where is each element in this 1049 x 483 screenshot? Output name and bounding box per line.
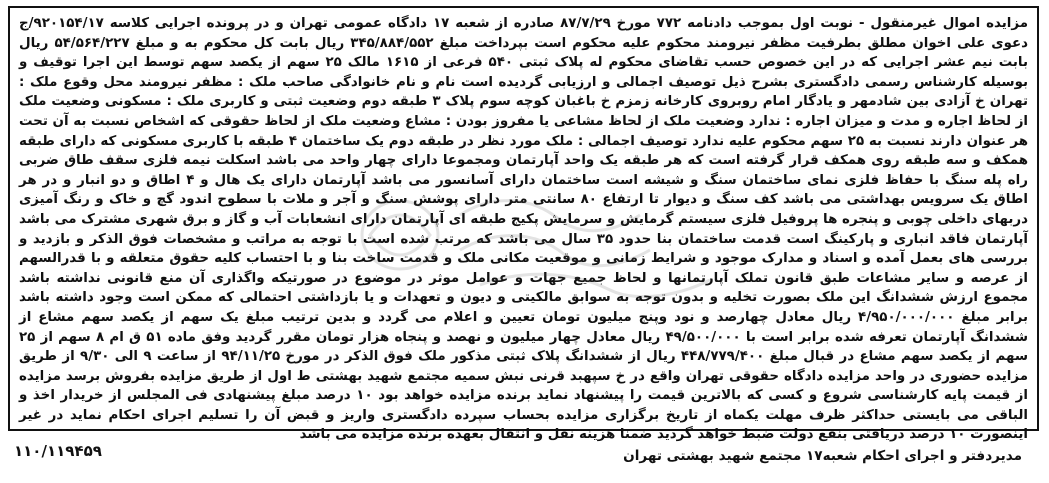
notice-signature: مدیردفتر و اجرای احکام شعبه۱۷ مجتمع شهید بهشتی تهران — [623, 448, 1022, 465]
auction-notice-text: مزایده اموال غیرمنقول - نوبت اول بموجب دادنامه ۷۷۲ مورخ ۸۷/۷/۲۹ صادره از شعبه ۱۷ دادگاه عمومی تهران و در پرونده اجرایی کلاسه ۹۲۰۱۵۴/۱۷/ج دعوی علی اخوان مطلق بطرفیت مظفر نیرومند محکوم علیه محکوم است بپرداخت مبلغ ۳۴۵/۸۸۴/۵۵۲ ریال بابت کل محکوم به و مبلغ ۵۴/۵۶۴/۲۲۷ ریال بابت نیم عشر اجرایی که در این خصوص حسب تقاضای محکوم له پلاک ثبتی ۵۴۰ فرعی از ۱۶۱۵ مالک ۲۵ سهم از یکصد سهم توسط این اجرا توقیف و بوسیله کارشناس رسمی دادگستری بشرح ذیل توصیف اجمالی و ارزیابی گردیده است نام و نام خانوادگی صاحب ملک : مظفر نیرومند محل وقوع ملک : تهران خ آزادی بین شادمهر و یادگار امام روبروی کارخانه زمزم خ باغبان کوچه سوم پلاک ۳ طبقه دوم وضعیت ثبتی و کاربری ملک : مسکونی وضعیت ملک از لحاظ اجاره و مدت و میزان اجاره : ندارد وضعیت ملک از لحاظ مشاعی یا مفروز بودن : مشاع وضعیت ملک از لحاظ حقوقی که اشخاص نسبت به آن تحت هر عنوان دارند نسبت به ۲۵ سهم محکوم علیه ندارد توصیف اجمالی : ملک مورد نظر در طبقه دوم یک ساختمان ۴ طبقه با کاربری مسکونی که دارای طبقه همکف و سه طبقه روی همکف قرار گرفته است که هر طبقه یک واحد آپارتمان ومجموعا دارای چهار واحد می باشد اسکلت نیمه فلزی سقف طاق ضربی راه پله سنگ با حفاظ فلزی نمای ساختمان سنگ و شیشه است ساختمان دارای آسانسور می باشد آپارتمان دارای یک هال و ۴ اطاق و دو انبار و در هر اطاق یک سرویس بهداشتی می باشد کف سنگ و دیوار تا ارتفاع ۸۰ سانتی متر دارای پوشش سنگ و آجر و ملات با سطوح اندود گچ و خاک و رنگ آمیزی دربهای داخلی چوبی و پنجره ها پروفیل فلزی سیستم گرمایش و سرمایش پکیج طبقه ای آپارتمان دارای انشعابات آب و گاز و برق شهری مشترک می باشد آپارتمان فاقد انباری و پارکینگ است قدمت ساختمان بنا حدود ۳۵ سال می باشد که مرتب شده است با توجه به مراتب و مشخصات فوق الذکر و بازدید و بررسی های بعمل آمده و اسناد و مدارک موجود و شرایط زمانی و موقعیت مکانی ملک و قدمت ساخت بنا و با احتساب کلیه حقوق متعلقه و با قدرالسهم از عرصه و سایر مشاعات طبق قانون تملک آپارتمانها و لحاظ جمیع جهات و عوامل موثر در موضوع در صورتیکه واگذاری آن منع قانونی نداشته باشد مجموع ارزش ششدانگ این ملک بصورت تخلیه و بدون توجه به سوابق مالکیتی و دیون و تعهدات و یا بازداشتی احتمالی که ممکن است وجود داشته باشد برابر مبلغ ۴/۹۵۰/۰۰۰/۰۰۰ ریال معادل چهارصد و نود وپنج میلیون تومان تعیین و اعلام می گردد و بدین ترتیب مبلغ یک سهم از یکصد سهم مشاع از ششدانگ آپارتمان تعرفه شده برابر است با ۴۹/۵۰۰/۰۰۰ ریال معادل چهار میلیون و نهصد و پنجاه هزار تومان مقرر گردید وفق ماده ۵۱ ق ام ۸ سهم از ۲۵ سهم از یکصد سهم مشاع در قبال مبلغ ۴۴۸/۷۷۹/۴۰۰ ریال از ششدانگ پلاک ثبتی مذکور ملک فوق الذکر در مورخ ۹۴/۱۱/۲۵ از ساعت ۹ الی ۹/۳۰ از طریق مزایده حضوری در واحد مزایده دادگاه حقوقی تهران واقع در خ سپهبد قرنی نبش سمیه مجتمع شهید بهشتی ط اول از طریق مزایده بفروش برسد مزایده از قیمت پایه کارشناسی شروع و کسی که بالاترین قیمت را پیشنهاد نماید برنده مزایده خواهد بود ۱۰ درصد مبلغ پیشنهادی فی المجلس از خریدار اخذ و الباقی می بایستی حداکثر ظرف مهلت یکماه از تاریخ برگزاری مزایده بحساب سپرده دادگستری واریز و قبض آن را تسلیم اجرای احکام نماید در غیر اینصورت ۱۰ درصد دریافتی بنفع دولت ضبط خواهد گردید ضمنا هزینه نقل و انتقال بعهده برنده مزایده می باشد — [19, 16, 1029, 443]
notice-reference-code: ۱۱۰/۱۱۹۴۵۹ — [14, 442, 102, 460]
